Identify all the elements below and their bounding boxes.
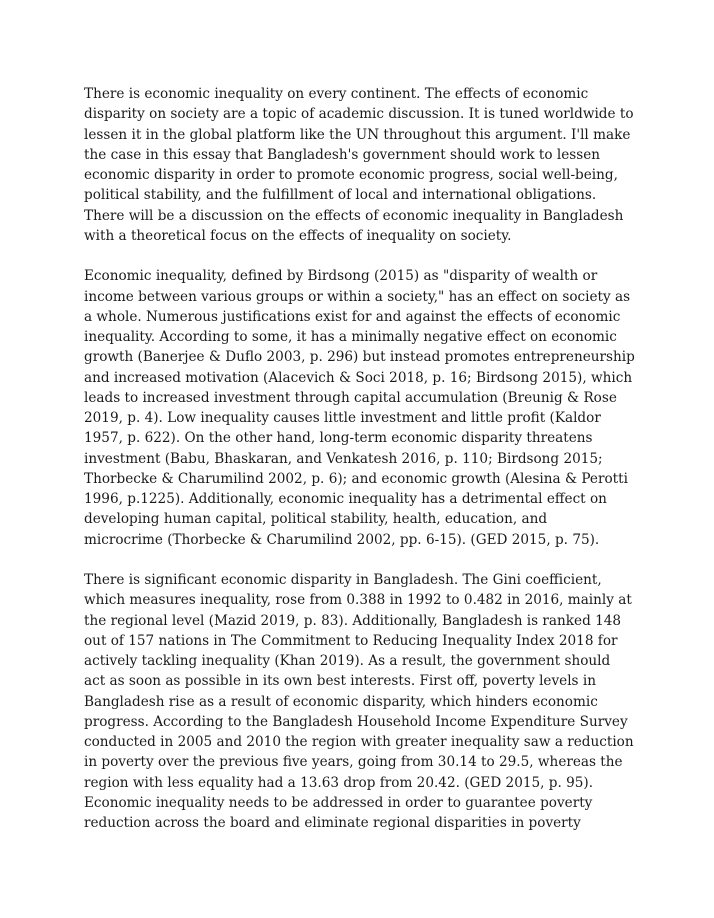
text-line: political stability, and the fulfillment of local and international obligations. (84, 187, 597, 204)
text-line: There is economic inequality on every continent. The effects of economic (84, 86, 589, 102)
text-line: the regional level (Mazid 2019, p. 83). Additionally, Bangladesh is ranked 148 (84, 612, 622, 629)
text-line: Thorbecke & Charumilind 2002, p. 6); and economic growth (Alesina & Perotti (84, 470, 628, 487)
text-line: developing human capital, political stability, health, education, and (84, 511, 548, 528)
text-line: economic disparity in order to promote economic progress, social well-being, (84, 167, 618, 183)
text-line: conducted in 2005 and 2010 the region with greater inequality saw a reduction (84, 734, 634, 750)
text-line: 2019, p. 4). Low inequality causes little investment and little profit (Kaldor (84, 410, 601, 426)
text-line: progress. According to the Bangladesh Household Income Expenditure Survey (84, 713, 628, 730)
text-line: There is significant economic disparity in Bangladesh. The Gini coefficient, (84, 572, 602, 588)
text-line: out of 157 nations in The Commitment to Reducing Inequality Index 2018 for (84, 632, 618, 649)
text-line: 1996, p.1225). Additionally, economic inequality has a detrimental effect on (84, 491, 607, 507)
text-line: investment (Babu, Bhaskaran, and Venkatesh 2016, p. 110; Birdsong 2015; (84, 450, 603, 467)
text-line: disparity on society are a topic of academic discussion. It is tuned worldwide to (84, 106, 634, 123)
text-line: in poverty over the previous five years, going from 30.14 to 29.5, whereas the (84, 754, 623, 771)
text-line: growth (Banerjee & Duflo 2003, p. 296) but instead promotes entrepreneurship (84, 349, 635, 366)
text-line: actively tackling inequality (Khan 2019). As a result, the government should (84, 653, 611, 669)
text-line: lessen it in the global platform like the UN throughout this argument. I'll make (84, 126, 631, 143)
text-line: Bangladesh rise as a result of economic disparity, which hinders economic (84, 693, 598, 710)
paragraph-1 (84, 84, 634, 246)
text-line: the case in this essay that Bangladesh's government should work to lessen (84, 146, 601, 163)
text-line: and increased motivation (Alacevich & Soci 2018, p. 16; Birdsong 2015), which (84, 369, 633, 386)
text-line: region with less equality had a 13.63 drop from 20.42. (GED 2015, p. 95). (84, 774, 594, 791)
text-line: a whole. Numerous justifications exist for and against the effects of economic (84, 308, 621, 325)
paragraph-2 (84, 266, 634, 550)
text-line: There will be a discussion on the effects of economic inequality in Bangladesh (84, 207, 624, 224)
text-line: 1957, p. 622). On the other hand, long-term economic disparity threatens (84, 430, 593, 447)
text-line: Economic inequality, defined by Birdsong (2015) as "disparity of wealth or (84, 268, 598, 285)
text-line: Economic inequality needs to be addressed in order to guarantee poverty (84, 794, 593, 811)
document-page (84, 84, 634, 854)
text-line: with a theoretical focus on the effects of inequality on society. (84, 227, 512, 244)
paragraph-3 (84, 570, 634, 833)
text-line: which measures inequality, rose from 0.388 in 1992 to 0.482 in 2016, mainly at (84, 592, 632, 609)
text-line: microcrime (Thorbecke & Charumilind 2002, pp. 6-15). (GED 2015, p. 75). (84, 531, 600, 548)
text-line: inequality. According to some, it has a minimally negative effect on economic (84, 329, 617, 345)
text-line: reduction across the board and eliminate regional disparities in poverty (84, 815, 581, 831)
text-line: leads to increased investment through capital accumulation (Breunig & Rose (84, 389, 617, 406)
text-line: income between various groups or within a society," has an effect on society as (84, 288, 631, 305)
text-line: act as soon as possible in its own best interests. First off, poverty levels in (84, 673, 596, 690)
